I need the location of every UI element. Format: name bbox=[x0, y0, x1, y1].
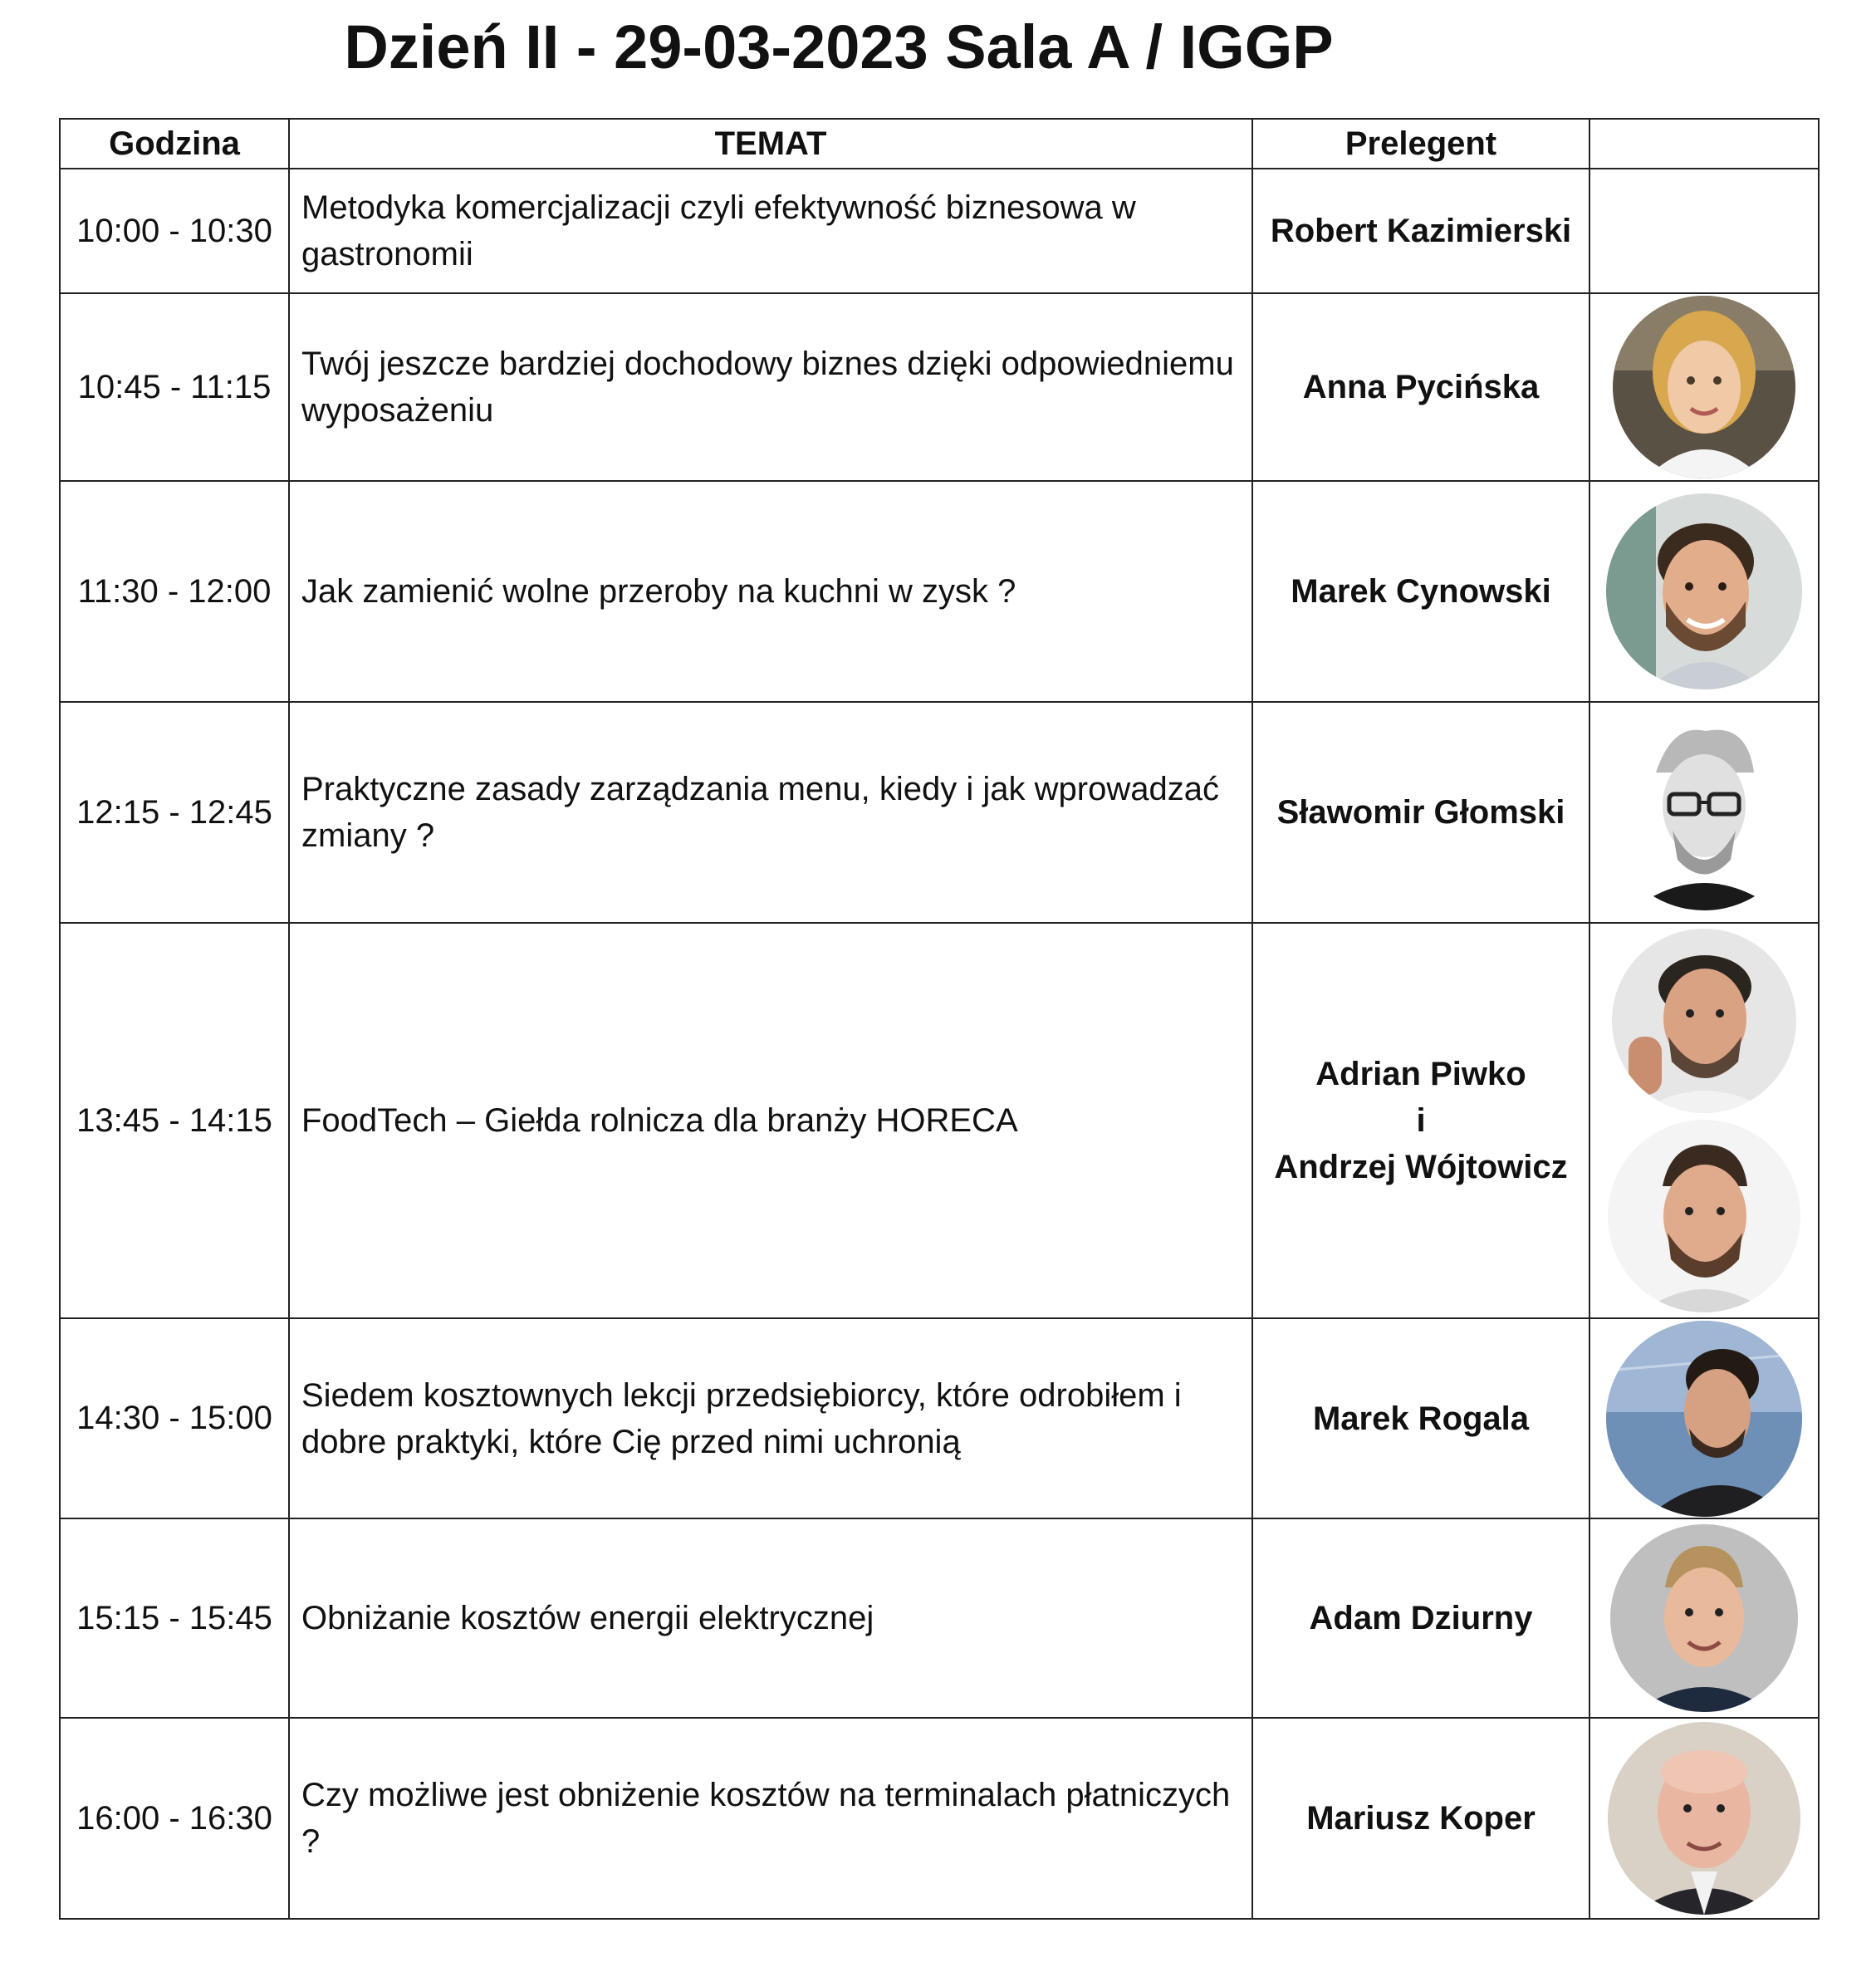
header-photo bbox=[1589, 119, 1819, 169]
table-row bbox=[60, 293, 1819, 481]
topic-cell: Czy możliwe jest obniżenie kosztów na terminalach płatniczych ? bbox=[289, 1718, 1252, 1919]
table-row bbox=[60, 923, 1819, 1318]
photo-cell bbox=[1589, 169, 1819, 293]
time-cell: 15:15 - 15:45 bbox=[60, 1518, 289, 1718]
table-row bbox=[60, 481, 1819, 702]
photo-cell bbox=[1589, 1518, 1819, 1718]
topic-cell: Obniżanie kosztów energii elektrycznej bbox=[289, 1518, 1252, 1718]
speaker-name: Adrian Piwko bbox=[1315, 1056, 1526, 1092]
header-speaker: Prelegent bbox=[1252, 119, 1589, 169]
speaker-cell: Anna Pycińska bbox=[1252, 293, 1589, 481]
table-row bbox=[60, 169, 1819, 293]
speaker-photo-avatar bbox=[1606, 1321, 1802, 1517]
man-portrait-icon bbox=[1612, 929, 1796, 1113]
speaker-cell: Robert Kazimierski bbox=[1252, 169, 1589, 293]
schedule-table bbox=[59, 118, 1820, 1920]
speaker-photo-avatar bbox=[1610, 1524, 1798, 1712]
speaker-name: Andrzej Wójtowicz bbox=[1274, 1149, 1568, 1185]
table-row bbox=[60, 1318, 1819, 1518]
photo-cell bbox=[1589, 1718, 1819, 1919]
speaker-cell bbox=[1252, 923, 1589, 1318]
speaker-photo-avatar bbox=[1608, 1722, 1800, 1915]
time-cell: 16:00 - 16:30 bbox=[60, 1718, 289, 1919]
photo-cell bbox=[1589, 1318, 1819, 1518]
speaker-photo-avatar bbox=[1612, 929, 1796, 1113]
page-title: Dzień II - 29-03-2023 Sala A / IGGP bbox=[344, 12, 1334, 81]
time-cell: 11:30 - 12:00 bbox=[60, 481, 289, 702]
table-row bbox=[60, 1718, 1819, 1919]
speaker-cell: Marek Rogala bbox=[1252, 1318, 1589, 1518]
time-cell: 13:45 - 14:15 bbox=[60, 923, 289, 1318]
photo-cell bbox=[1589, 293, 1819, 481]
topic-cell: Twój jeszcze bardziej dochodowy biznes dzięki odpowiedniemu wyposażeniu bbox=[289, 293, 1252, 481]
speaker-photo-avatar bbox=[1606, 714, 1802, 910]
time-cell: 10:00 - 10:30 bbox=[60, 169, 289, 293]
header-topic: TEMAT bbox=[289, 119, 1252, 169]
topic-cell: FoodTech – Giełda rolnicza dla branży HORECA bbox=[289, 923, 1252, 1318]
man-portrait-icon bbox=[1608, 1120, 1800, 1312]
time-cell: 10:45 - 11:15 bbox=[60, 293, 289, 481]
topic-cell: Metodyka komercjalizacji czyli efektywność biznesowa w gastronomii bbox=[289, 169, 1252, 293]
photo-cell bbox=[1589, 923, 1819, 1318]
man-portrait-icon bbox=[1610, 1524, 1798, 1712]
man-portrait-icon bbox=[1608, 1722, 1800, 1915]
woman-portrait-icon bbox=[1613, 296, 1795, 478]
table-row bbox=[60, 702, 1819, 923]
man-portrait-icon bbox=[1606, 714, 1802, 910]
speaker-cell: Mariusz Koper bbox=[1252, 1718, 1589, 1919]
speaker-photo-avatar bbox=[1608, 1120, 1800, 1312]
time-cell: 12:15 - 12:45 bbox=[60, 702, 289, 923]
time-cell: 14:30 - 15:00 bbox=[60, 1318, 289, 1518]
speaker-photo-avatar bbox=[1613, 296, 1795, 478]
speaker-photo-avatar bbox=[1606, 493, 1802, 689]
topic-cell: Siedem kosztownych lekcji przedsiębiorcy, które odrobiłem i dobre praktyki, które Cię przed nimi uchronią bbox=[289, 1318, 1252, 1518]
speaker-conjunction: i bbox=[1416, 1102, 1426, 1139]
man-portrait-icon bbox=[1606, 493, 1802, 689]
speaker-cell: Adam Dziurny bbox=[1252, 1518, 1589, 1718]
table-row bbox=[60, 1518, 1819, 1718]
photo-cell bbox=[1589, 481, 1819, 702]
header-row bbox=[60, 119, 1819, 169]
man-portrait-icon bbox=[1606, 1321, 1802, 1517]
photo-cell bbox=[1589, 702, 1819, 923]
header-time: Godzina bbox=[60, 119, 289, 169]
topic-cell: Jak zamienić wolne przeroby na kuchni w zysk ? bbox=[289, 481, 1252, 702]
speaker-cell: Sławomir Głomski bbox=[1252, 702, 1589, 923]
topic-cell: Praktyczne zasady zarządzania menu, kiedy i jak wprowadzać zmiany ? bbox=[289, 702, 1252, 923]
speaker-cell: Marek Cynowski bbox=[1252, 481, 1589, 702]
